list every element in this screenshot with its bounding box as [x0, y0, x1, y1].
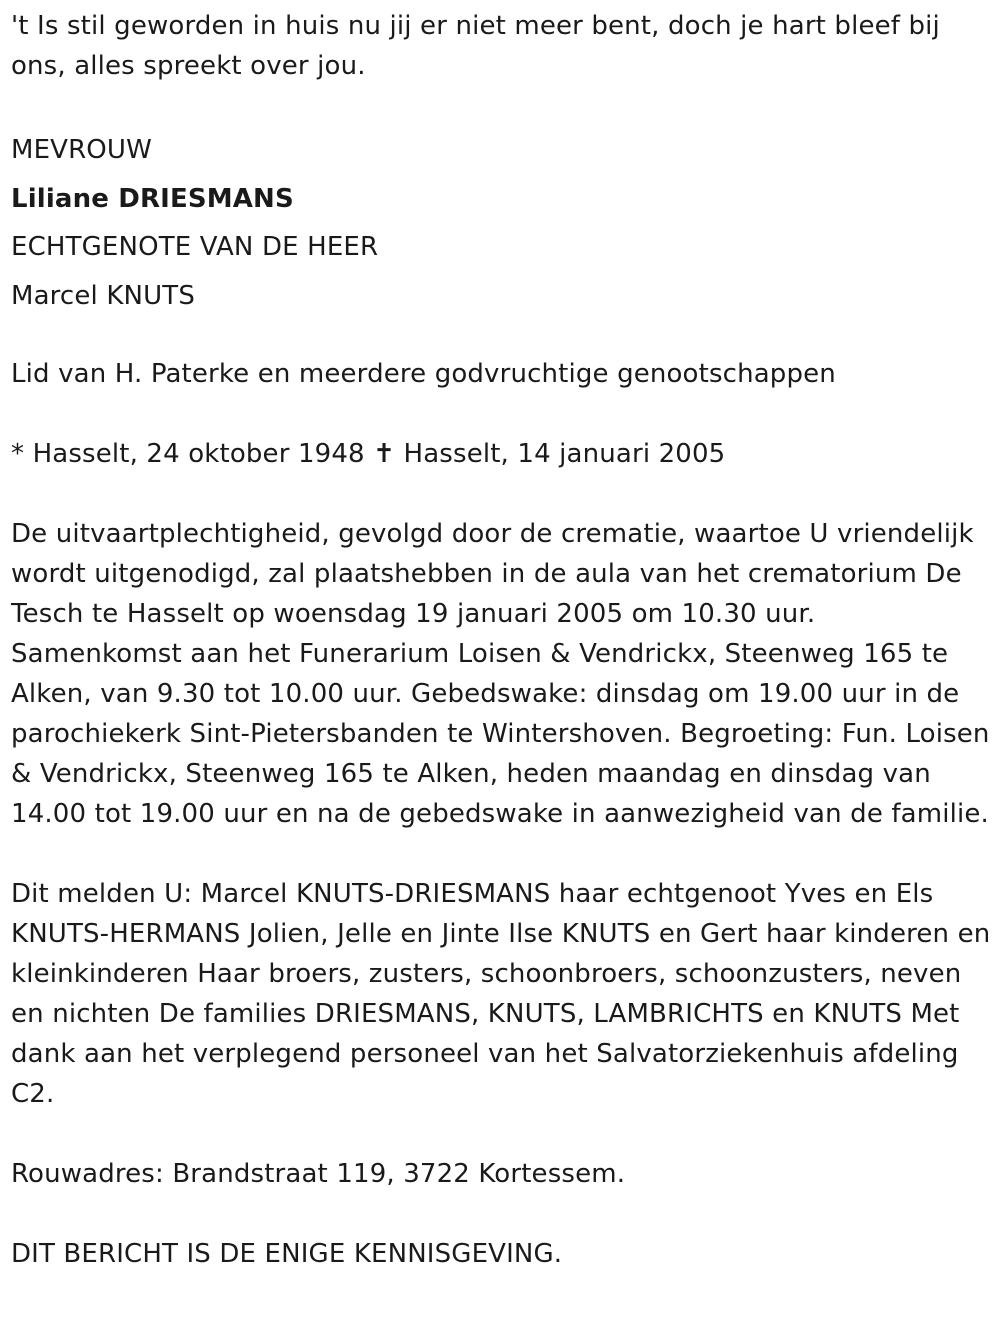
address-text: Rouwadres: Brandstraat 119, 3722 Kortessem. [11, 1159, 626, 1189]
life-dates [11, 434, 992, 474]
verse-text: 't Is stil geworden in huis nu jij er niet meer bent, doch je hart bleef bij ons, alles spreekt over jou. [11, 11, 940, 81]
spacer [11, 86, 992, 126]
spouse-name: Marcel KNUTS [11, 280, 195, 311]
spacer [11, 834, 992, 874]
ceremony-text: De uitvaartplechtigheid, gevolgd door de crematie, waartoe U vriendelijk wordt uitgenodigd, zal plaatshebben in de aula van het crematorium De Tesch te Hasselt op woensdag 19 januari 2005 om 10.30 uur. Samenkomst aan het Funerarium Loisen & Vendrickx, Steenweg 165 te Alken, van 9.30 tot 10.00 uur. Gebedswake: dinsdag om 19.00 uur in de parochiekerk Sint-Pietersbanden te Wintershoven. Begroeting: Fun. Loisen & Vendrickx, Steenweg 165 te Alken, heden maandag en dinsdag van 14.00 tot 19.00 uur en na de gebedswake in aanwezigheid van de familie. [11, 519, 990, 829]
cross-icon: ✝ [373, 439, 396, 469]
death-text: Hasselt, 14 januari 2005 [403, 439, 726, 469]
membership-text: Lid van H. Paterke en meerdere godvruchtige genootschappen [11, 359, 836, 389]
spacer [11, 394, 992, 434]
announcers-text: Dit melden U: Marcel KNUTS-DRIESMANS haar echtgenoot Yves en Els KNUTS-HERMANS Jolien, Jelle en Jinte Ilse KNUTS en Gert haar kinderen en kleinkinderen Haar broers, zusters, schoonbroers, schoonzusters, neven en nichten De families DRIESMANS, KNUTS, LAMBRICHTS en KNUTS Met dank aan het verplegend personeel van het Salvatorziekenhuis afdeling C2. [11, 879, 991, 1109]
spacer [11, 320, 992, 354]
deceased-name: Liliane DRIESMANS [11, 183, 294, 214]
spacer [11, 1114, 992, 1154]
title-text: MEVROUW [11, 135, 152, 165]
birth-text: * Hasselt, 24 oktober 1948 [11, 439, 365, 469]
spacer [11, 474, 992, 514]
spacer [11, 1194, 992, 1234]
relation-text: ECHTGENOTE VAN DE HEER [11, 232, 379, 262]
notice-text: DIT BERICHT IS DE ENIGE KENNISGEVING. [11, 1239, 563, 1269]
